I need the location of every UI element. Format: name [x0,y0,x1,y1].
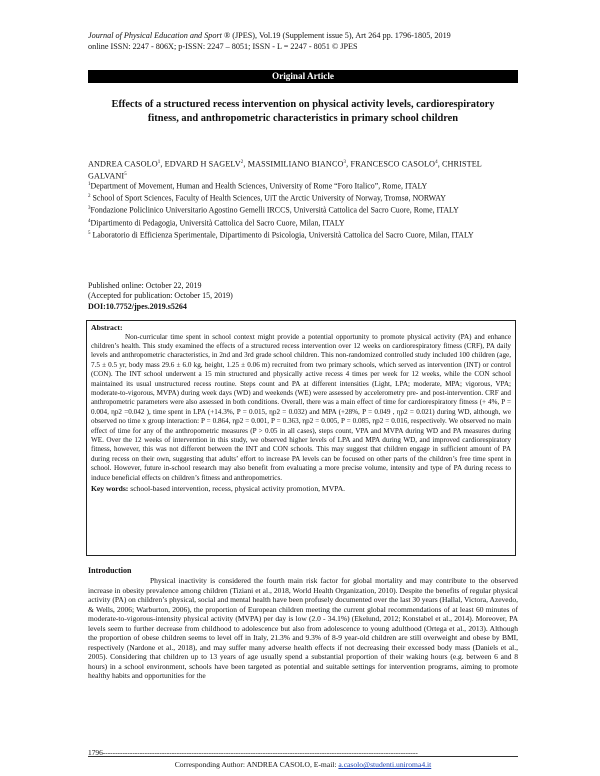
affiliation: $^4$Dipartimento di Pedagogia, Università Cattolica del Sacro Cuore, Milan, ITALY [88,218,345,228]
abstract-label: Abstract: [91,323,123,332]
journal-header [88,30,518,52]
author-name: MASSIMILIANO BIANCO [247,159,344,169]
affiliation: $^3$Fondazione Policlinico Universitario Agostino Gemelli IRCCS, Università Cattolica del Sacro Cuore, Rome, ITALY [88,206,459,216]
abstract-text: Non-curricular time spent in school context might provide a potential opportunity to promote physical activity (PA) and enhance children’s health. This study examined the effects of a structured recess intervention over 12 weeks on cardiorespiratory fitness (CRF), PA daily levels and anthropometric characteristics, in 2nd and 3rd grade school children. This non-randomized controlled study included 100 children (age, 7.5 ± 0.5 yr, body mass 29.6 ± 6.0 kg, height, 1.25 ± 0.06 m) recruited from two primary schools, which served as intervention (INT) or control (CON). The INT school underwent a 15 min structured and physically active recess 4 times per week for 12 weeks, while the CON school maintained its usual unstructured recess routine. Steps count and PA at different intensities (Light, LPA; moderate, MPA; vigorous, VPA; moderate-to-vigorous, MVPA) during week days (WD) and weekends (WE) were assessed by accelerometry pre- and post-intervention. CRF and anthropometric parameters were also assessed in both conditions. Overall, there was a main effect of time for cardiorespiratory fitness (+ 4%, P = 0.004, ηp2 =0.042 ), time spent in LPA (+14.3%, P = 0.015, ηp2 = 0.032) and MPA (+28%, P = 0.049 , ηp2 = 0.021) during WD, although, we observed no time x group interaction: P = 0.864, ηp2 = 0.001, P = 0.363, ηp2 = 0.005, P = 0.085, ηp2 = 0.016, respectively. We observed no main effect of time for any of the anthropometric measures (P > 0.05 in all cases), steps count, VPA and MVPA during WD and PA measures during WE. Over the 12 weeks of intervention in this study, we observed higher levels of LPA and MPA during WD, and improved cardiorespiratory fitness, however, this was not different between the INT and CON schools. This may suggest that children engage in sufficient amount of PA during recess on their own, suggesting that adults’ effort to increase PA levels can be focused on other parts of the children’s free time spent in school. However, future in-school research may also benefit from evaluating a more precise volume, intensity and type of PA during recess to induce beneficial effects on children’s fitness and anthropometrics. [91,332,511,482]
published-date: Published online: October 22, 2019 [88,281,202,290]
publication-info [88,281,518,312]
issn-line: online ISSN: 2247 - 806X; p-ISSN: 2247 – 8051; ISSN - L = 2247 - 8051 © JPES [88,42,358,51]
footer-divider [88,756,518,757]
abstract-box [86,320,516,556]
article-type-banner: Original Article [88,70,518,83]
accepted-date: (Accepted for publication: October 15, 2019) [88,291,233,301]
author-name: CHRISTEL GALVANI [88,159,482,181]
affiliation: $^1$Department of Movement, Human and Health Sciences, University of Rome “Foro Italico”, Rome, ITALY [88,181,428,191]
affiliation-list [88,180,518,241]
author-sup: 4 [435,160,438,165]
doi: DOI:10.7752/jpes.2019.s5264 [88,301,187,311]
article-title: Effects of a structured recess intervention on physical activity levels, cardiorespiratory fitness, and anthropometric characteristics in primary school children [111,99,495,124]
corresponding-author [88,760,518,770]
keywords-label: Key words: [91,484,129,493]
keywords [91,484,511,494]
author-name: EDVARD H SAGELV [164,159,241,169]
introduction-text: Physical inactivity is considered the fourth main risk factor for global mortality and may contribute to the observed increase in obesity prevalence among children (Tiziani et al., 2018, World Health Organization, 2010). Despite the benefits of regular physical activity (PA) on children’s physical, social and mental health have been profusely documented over the last 30 years (Hallal, Victora, Azevedo, & Wells, 2006; Warburton, 2006), the proportion of European children meeting the current global recommendations of at least 60 minutes of moderate-to-vigorous-intensity physical activity (MVPA) per day is low (2.0 - 34.1%) (Ekelund, 2012; Konstabel et al., 2014). Moreover, PA levels seem to further decrease from childhood to adolescence but also from adolescence to young adulthood (Ortega et al., 2013). Although the proportion of obese children seems to level off in Italy, 21.3% and 9.3% of 8-9 year-old children are still overweight and obese by BMI, respectively (Nardone et al., 2018), and may suffer many adverse health effects if not decreasing their excessed body mass (Daniels et al., 2005). Considering that children up to 13 years of age usually spend a substantial proportion of their waking hours (e.g. between 6 and 8 hours) in a school environment, schools have been targeted as potential and suitable settings for intervention programs, aiming to promote healthy habits and opportunities for the [88,576,518,681]
author-list: ANDREA CASOLO$^1$, EDVARD H SAGELV$^2$, MASSIMILIANO BIANCO$^3$, FRANCESCO CASOLO$^4$, CHRISTEL GALVANI$^5$ [88,159,482,181]
author-sup: 3 [343,160,347,165]
author-name: ANDREA CASOLO [88,159,158,169]
corresponding-label: Corresponding Author: ANDREA CASOLO, E-mail: [174,760,339,769]
author-sup: 1 [157,160,161,165]
affiliation: $^2$ School of Sport Sciences, Faculty of Health Sciences, UiT the Arctic University of Norway, Tromsø, NORWAY [88,193,446,203]
author-sup: 2 [240,160,244,165]
section-heading-introduction: Introduction [88,566,132,575]
email-link[interactable]: a.casolo@studenti.uniroma4.it [338,760,432,769]
keywords-text: school-based intervention, recess, physical activity promotion, MVPA. [128,484,346,493]
author-sup: 5 [124,172,127,178]
affiliation: $^5$ Laboratorio di Efficienza Sperimentale, Dipartimento di Psicologia, Università Cattolica del Sacro Cuore, Milan, ITALY [88,230,474,240]
page-number: 1796-------------------------------------------------------------------------------------------------------------------------------- [88,748,418,757]
author-name: FRANCESCO CASOLO [350,159,436,169]
journal-issue-info: ® (JPES), Vol.19 (Supplement issue 5), Art 264 pp. 1796-1805, 2019 [221,31,451,40]
journal-name: Journal of Physical Education and Sport [88,31,222,40]
